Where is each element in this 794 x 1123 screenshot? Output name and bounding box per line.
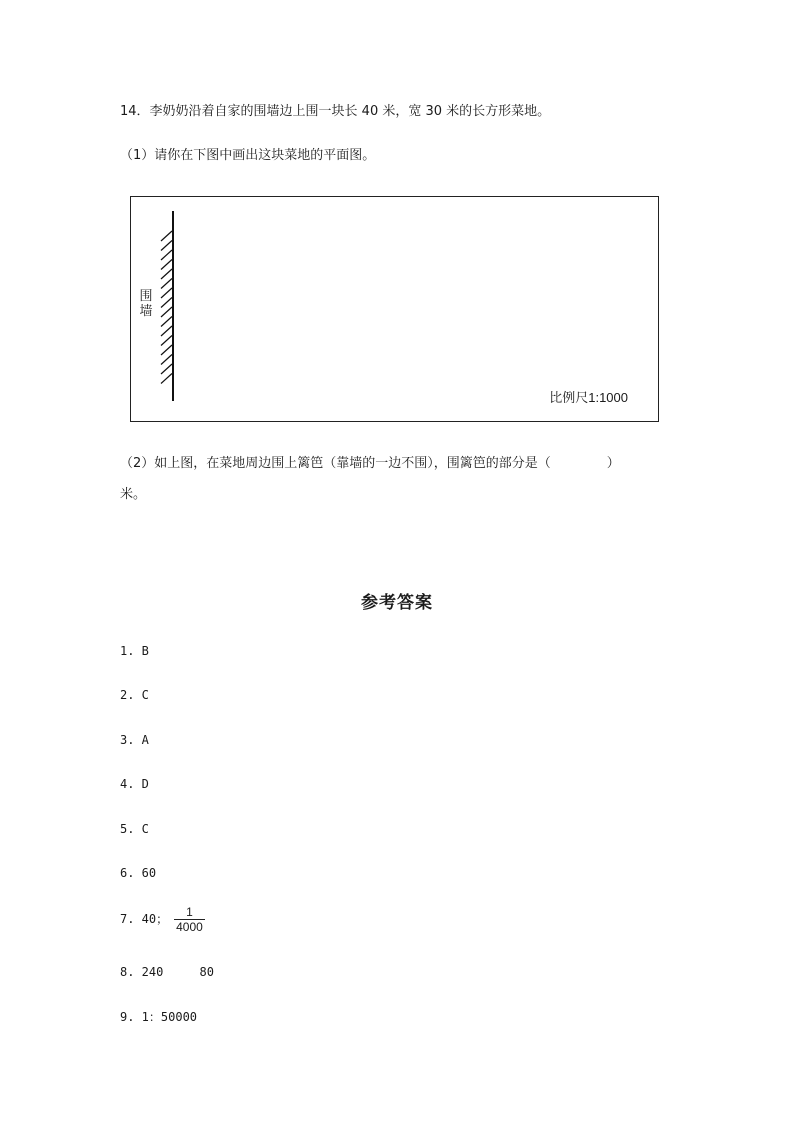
fraction-denominator: 4000 — [176, 920, 203, 934]
hatch-stroke — [161, 374, 172, 384]
hatch-stroke — [161, 241, 172, 251]
hatch-stroke — [161, 298, 172, 308]
scale-label: 比例尺1:1000 — [549, 390, 628, 405]
answer-item: 3. A — [120, 733, 149, 747]
answers-title: 参考答案 — [361, 593, 433, 613]
answer-item: 9. 1：50000 — [120, 1010, 198, 1024]
wall-label — [139, 289, 153, 319]
fraction-numerator: 1 — [186, 905, 193, 919]
hatch-stroke — [161, 336, 172, 346]
hatch-stroke — [161, 288, 172, 298]
hatch-stroke — [161, 317, 172, 327]
answer-item: 8. 240 80 — [120, 965, 214, 979]
question-14-part-1: （1）请你在下图中画出这块菜地的平面图。 — [120, 148, 376, 163]
wall-label-top: 围 — [139, 289, 153, 304]
part-2-close: ） — [606, 456, 620, 471]
answer-item: 5. C — [120, 822, 149, 836]
answer-item-with-fraction — [120, 905, 205, 934]
fraction — [174, 905, 205, 934]
hatch-stroke — [161, 355, 172, 365]
part-2-text: （2）如上图，在菜地周边围上篱笆（靠墙的一边不围），围篱笆的部分是（ — [120, 456, 551, 471]
answer-item: 6. 60 — [120, 866, 157, 880]
hatch-stroke — [161, 307, 172, 317]
question-14-part-2-unit: 米。 — [120, 487, 147, 502]
hatch-stroke — [161, 326, 172, 336]
hatch-stroke — [161, 250, 172, 260]
question-14-text: 14．李奶奶沿着自家的围墙边上围一块长 40 米，宽 30 米的长方形菜地。 — [120, 104, 551, 119]
answer-item: 1. B — [120, 644, 149, 658]
question-14-part-2 — [120, 456, 620, 472]
answer-item: 4. D — [120, 777, 149, 791]
hatch-stroke — [161, 364, 172, 374]
hatch-stroke — [161, 345, 172, 355]
hatch-stroke — [161, 231, 172, 241]
answer-text: 7. 40； — [120, 912, 169, 926]
hatch-stroke — [161, 279, 172, 289]
wall-label-bottom: 墙 — [139, 304, 153, 319]
answer-item: 2. C — [120, 688, 149, 702]
wall-hatching — [161, 231, 172, 384]
hatch-stroke — [161, 269, 172, 279]
hatch-stroke — [161, 260, 172, 270]
plan-figure — [130, 196, 659, 422]
